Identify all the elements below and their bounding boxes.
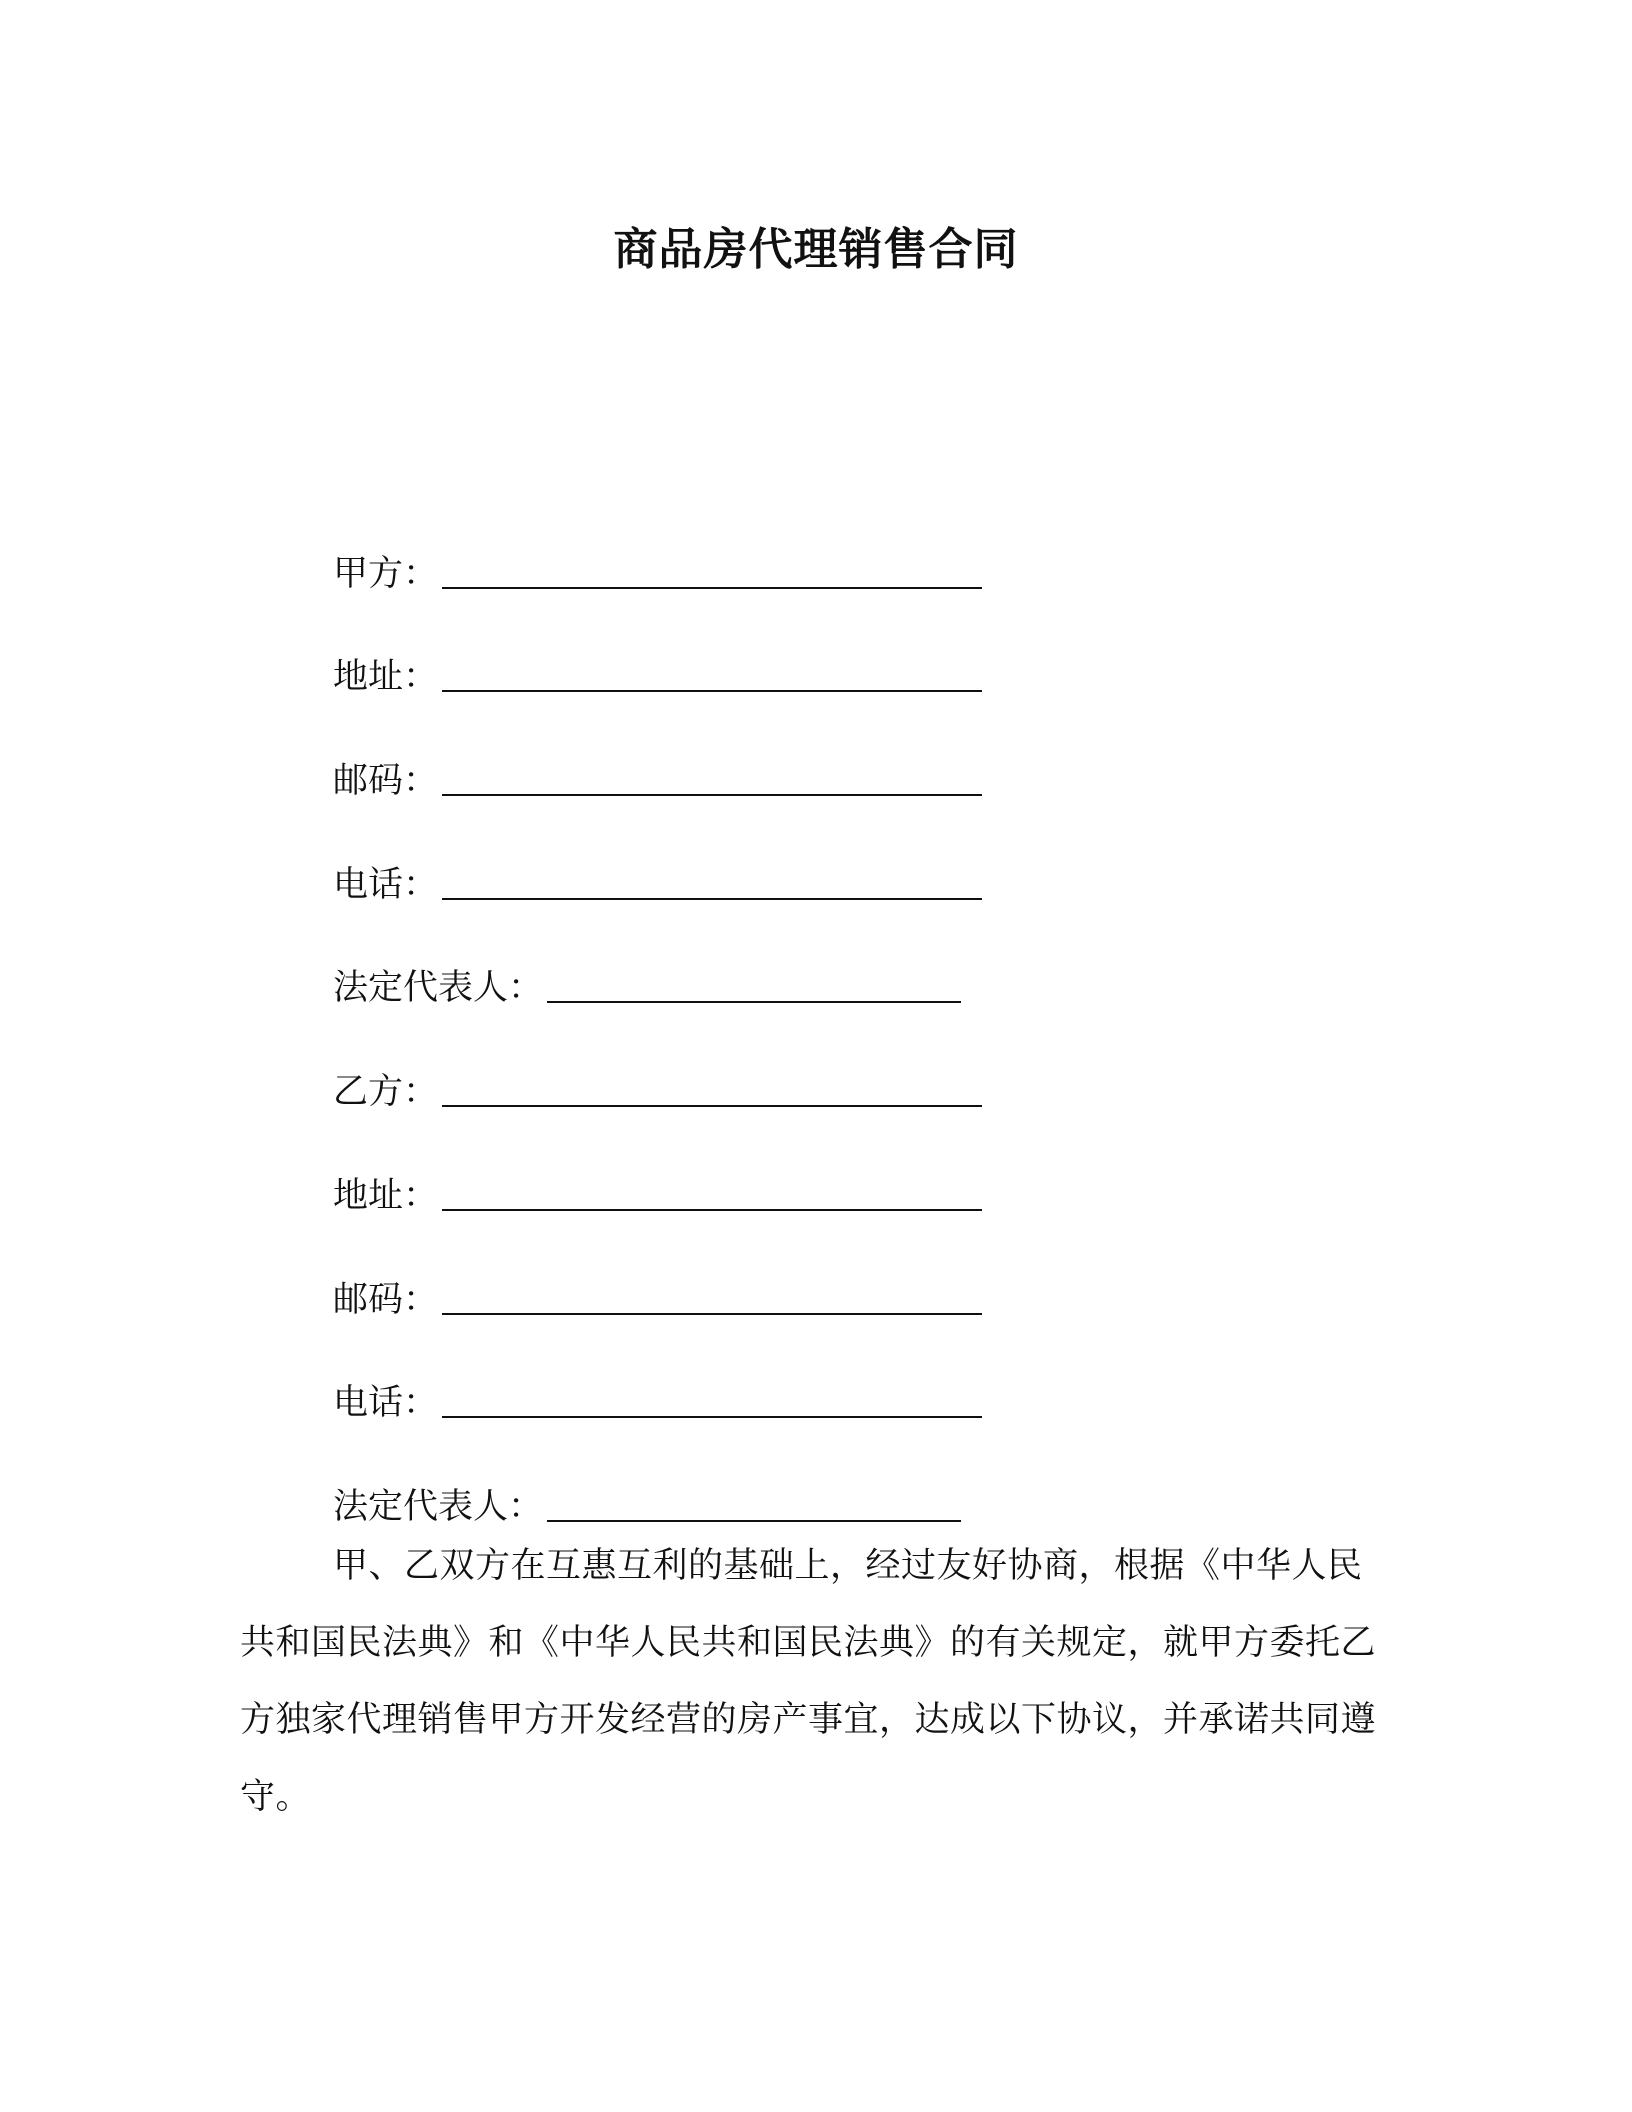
party-a-address-field <box>333 596 1333 700</box>
party-a-legal-rep-label: 法定代表人： <box>333 968 544 1009</box>
party-b-address-label: 地址： <box>333 1175 439 1216</box>
party-a-phone-label: 电话： <box>333 864 439 905</box>
party-a-postcode-field <box>333 699 1333 803</box>
party-b-address-blank[interactable] <box>442 1209 982 1211</box>
party-a-postcode-blank[interactable] <box>442 794 982 796</box>
party-a-phone-field <box>333 803 1333 907</box>
party-b-postcode-blank[interactable] <box>442 1313 982 1315</box>
document-title: 商品房代理销售合同 <box>613 224 1019 275</box>
party-a-address-label: 地址： <box>333 657 439 698</box>
party-a-legal-rep-field <box>333 907 1333 1011</box>
intro-paragraph: 甲、乙双方在互惠互利的基础上，经过友好协商，根据《中华人民共和国民法典》和《中华人民共和国民法典》的有关规定，就甲方委托乙方独家代理销售甲方开发经营的房产事宜，达成以下协议，并承诺共同遵守。 <box>240 1546 1377 1817</box>
party-b-name-blank[interactable] <box>442 1105 982 1107</box>
party-fields <box>333 492 1333 1529</box>
party-b-legal-rep-field <box>333 1425 1333 1529</box>
party-b-legal-rep-label: 法定代表人： <box>333 1486 544 1527</box>
party-a-postcode-label: 邮码： <box>333 761 439 802</box>
party-b-postcode-field <box>333 1218 1333 1322</box>
party-a-name-label: 甲方： <box>333 553 439 594</box>
party-a-legal-rep-blank[interactable] <box>547 1001 961 1003</box>
party-b-name-label: 乙方： <box>333 1072 439 1113</box>
party-a-phone-blank[interactable] <box>442 898 982 900</box>
party-a-address-blank[interactable] <box>442 690 982 692</box>
party-a-name-field <box>333 492 1333 596</box>
party-a-name-blank[interactable] <box>442 587 982 589</box>
party-b-legal-rep-blank[interactable] <box>547 1520 961 1522</box>
party-b-postcode-label: 邮码： <box>333 1279 439 1320</box>
party-b-phone-label: 电话： <box>333 1383 439 1424</box>
party-b-name-field <box>333 1010 1333 1114</box>
party-b-phone-blank[interactable] <box>442 1416 982 1418</box>
party-b-phone-field <box>333 1322 1333 1426</box>
party-b-address-field <box>333 1114 1333 1218</box>
